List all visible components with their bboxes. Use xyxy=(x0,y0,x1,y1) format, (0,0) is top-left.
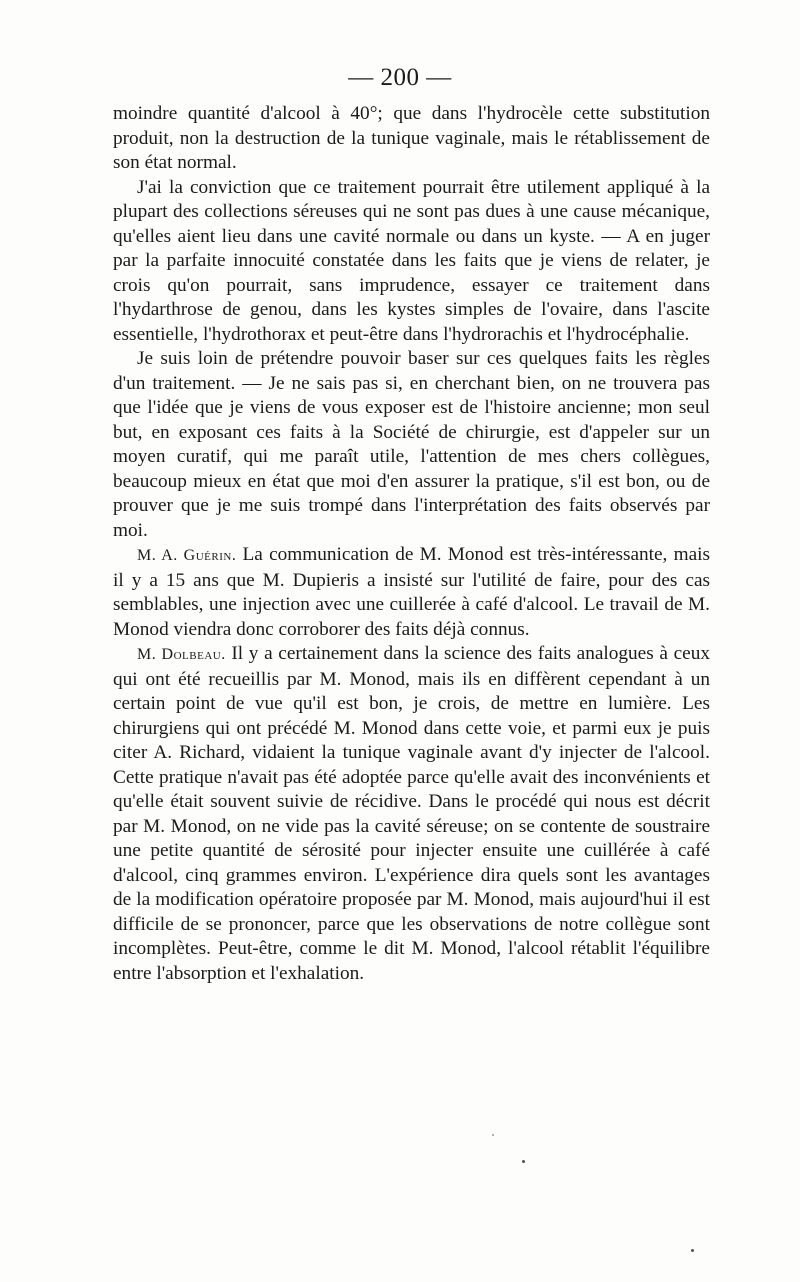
paragraph-3-text: Je suis loin de prétendre pouvoir baser sur ces quelques faits les règles d'un traitement. — Je ne sais pas si, en cherchant bien, on ne trouvera pas que l'idée que je viens de vous exposer est de l'histoire ancienne; mon seul but, en exposant ces faits à la Société de chirurgie, est d'appeler sur un moyen curatif, qui me paraît utile, l'attention de mes chers collègues, beaucoup mieux en état que moi d'en assurer la pratique, s'il est bon, ou de prouver que je me suis trompé dans l'interprétation des faits observés par moi. xyxy=(113,348,710,541)
ink-speck xyxy=(522,1160,525,1163)
paragraph-2-text: J'ai la conviction que ce traitement pourrait être utilement appliqué à la plupart des collections séreuses qui ne sont pas dues à une cause mécanique, qu'elles aient lieu dans une cavité normale ou dans un kyste. — A en juger par la parfaite innocuité constatée dans les faits que je viens de relater, je crois qu'on pourrait, sans imprudence, essayer ce traitement dans l'hydarthrose de genou, dans les kystes simples de l'ovaire, dans l'ascite essentielle, l'hydrothorax et peut-être dans l'hydrorachis et l'hydrocéphalie. xyxy=(113,176,710,345)
body-text xyxy=(113,102,710,986)
speaker-dolbeau: M. Dolbeau. xyxy=(137,646,226,663)
paragraph-guerin xyxy=(113,543,710,642)
ink-speck xyxy=(492,1134,494,1136)
paragraph-dolbeau-text: Il y a certainement dans la science des faits analogues à ceux qui ont été recueillis par M. Monod, mais ils en diffèrent cependant à un certain point de vue qu'il est bon, je crois, de mettre en lumière. Les chirurgiens qui ont précédé M. Monod dans cette voie, et parmi eux je puis citer A. Richard, vidaient la tunique vaginale avant d'y injecter de l'alcool. Cette pratique n'avait pas été adoptée parce qu'elle avait des inconvénients et qu'elle était souvent suivie de récidive. Dans le procédé qui nous est décrit par M. Monod, on ne vide pas la cavité séreuse; on se contente de soustraire une petite quantité de sérosité pour injecter ensuite une cuillérée à café d'alcool, cinq grammes environ. L'expérience dira quels sont les avantages de la modification opératoire proposée par M. Monod, mais aujourd'hui il est difficile de se prononcer, parce que les observations de notre collègue sont incomplètes. Peut-être, comme le dit M. Monod, l'alcool rétablit l'équilibre entre l'absorption et l'exhalation. xyxy=(113,643,710,984)
page-number: — 200 — xyxy=(348,64,452,91)
paragraph-1 xyxy=(113,102,710,176)
paragraph-1-text: moindre quantité d'alcool à 40°; que dans l'hydrocèle cette substitution produit, non la destruction de la tunique vaginale, mais le rétablissement de son état normal. xyxy=(113,103,710,173)
speaker-guerin: M. A. Guérin. xyxy=(137,547,237,564)
paragraph-2 xyxy=(113,176,710,348)
paragraph-guerin-text: La communication de M. Monod est très-intéressante, mais il y a 15 ans que M. Dupieris a insisté sur l'utilité de faire, pour des cas semblables, une injection avec une cuillerée à café d'alcool. Le travail de M. Monod viendra donc corroborer des faits déjà connus. xyxy=(113,544,710,640)
paragraph-dolbeau xyxy=(113,642,710,986)
ink-speck xyxy=(691,1249,694,1252)
paragraph-3 xyxy=(113,347,710,543)
